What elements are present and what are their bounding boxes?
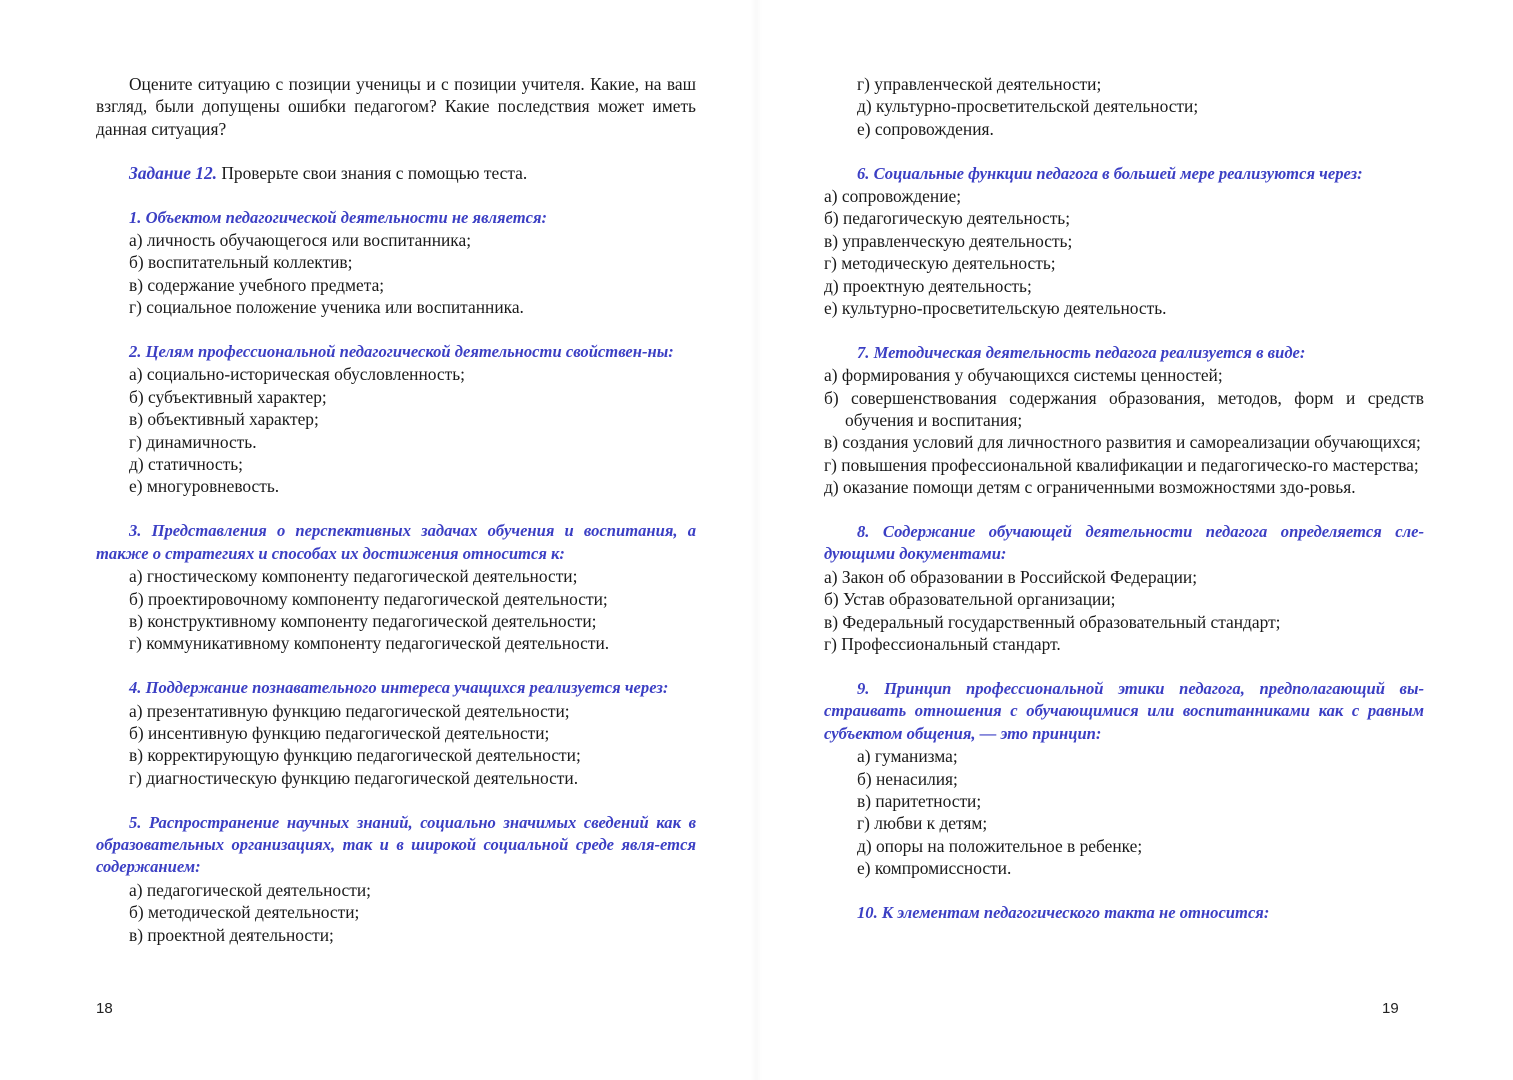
option: а) Закон об образовании в Российской Федерации; (824, 566, 1198, 587)
options-list (96, 700, 696, 790)
option: в) проектной деятельности; (129, 924, 334, 945)
option: б) совершенствования содержания образования, методов, форм и средств обучения и воспитания; (824, 387, 1424, 431)
question-1 (96, 207, 696, 319)
task-text: Проверьте свои знания с помощью теста. (217, 163, 528, 184)
options-list (824, 745, 1424, 879)
question-title: 2. Целям профессиональной педагогической деятельности свойствен-ны: (129, 342, 674, 362)
question-9 (824, 678, 1424, 880)
option: д) проектную деятельность; (824, 275, 1032, 296)
question-title: 7. Методическая деятельность педагога реализуется в виде: (857, 342, 1306, 362)
option: а) гуманизма; (857, 746, 958, 767)
question-8 (824, 521, 1424, 655)
question-title: 9. Принцип профессиональной этики педагога, предполагающий вы-страивать отношения с обучающимися или воспитанниками как с равным субъектом общения, — это принцип: (824, 678, 1424, 743)
option: в) корректирующую функцию педагогической деятельности; (129, 745, 581, 766)
option: г) методическую деятельность; (824, 253, 1056, 274)
option: в) паритетности; (857, 790, 982, 811)
option: б) субъективный характер; (129, 386, 327, 407)
question-title: 1. Объектом педагогической деятельности не является: (129, 207, 548, 227)
option: г) коммуникативному компоненту педагогической деятельности. (129, 633, 610, 654)
option: г) Профессиональный стандарт. (824, 634, 1061, 655)
question-3 (96, 520, 696, 654)
left-page (0, 0, 756, 1080)
question-title: 6. Социальные функции педагога в большей мере реализуются через: (857, 163, 1363, 183)
task-label: Задание 12. (129, 163, 217, 184)
option: а) социально-историческая обусловленность; (129, 364, 465, 385)
option: б) инсентивную функцию педагогической деятельности; (129, 722, 550, 743)
option: д) опоры на положительное в ребенке; (857, 835, 1143, 856)
option: в) создания условий для личностного развития и самореализации обучающихся; (824, 432, 1421, 453)
question-title: 8. Содержание обучающей деятельности педагога определяется сле-дующими документами: (824, 522, 1424, 564)
option: в) Федеральный государственный образовательный стандарт; (824, 611, 1281, 632)
question-title: 10. К элементам педагогического такта не относится: (857, 902, 1270, 922)
option: б) Устав образовательной организации; (824, 589, 1116, 610)
option: б) ненасилия; (857, 768, 958, 789)
option: е) культурно-просветительскую деятельность. (824, 298, 1167, 319)
question-5 (96, 812, 696, 946)
question-7 (824, 342, 1424, 499)
option: в) конструктивному компоненту педагогической деятельности; (129, 610, 597, 631)
option: в) объективный характер; (129, 409, 319, 430)
option: а) гностическому компоненту педагогической деятельности; (129, 566, 578, 587)
option: г) динамичность. (129, 431, 257, 452)
option: е) многуровневость. (129, 476, 280, 497)
options-list (824, 566, 1424, 656)
option: г) управленческой деятельности; (857, 74, 1102, 94)
option: д) культурно-просветительской деятельности; (857, 96, 1199, 117)
intro-paragraph: Оцените ситуацию с позиции ученицы и с позиции учителя. Какие, на ваш взгляд, были допущены ошибки педагогом? Какие последствия может иметь данная ситуация? (96, 74, 696, 139)
left-page-text (96, 73, 696, 946)
option: в) управленческую деятельность; (824, 230, 1073, 251)
option: е) сопровождения. (857, 118, 994, 139)
option: г) любви к детям; (857, 813, 988, 834)
option: а) презентативную функцию педагогической деятельности; (129, 700, 570, 721)
right-page (756, 0, 1513, 1080)
options-list (96, 229, 696, 319)
page-number: 19 (1382, 1000, 1399, 1017)
option: б) педагогическую деятельность; (824, 208, 1071, 229)
option: б) методической деятельности; (129, 902, 360, 923)
continued-options-list (824, 73, 1424, 140)
option: б) проектировочному компоненту педагогической деятельности; (129, 588, 608, 609)
option: в) содержание учебного предмета; (129, 274, 385, 295)
question-title: 4. Поддержание познавательного интереса учащихся реализуется через: (129, 678, 669, 698)
right-page-text (824, 73, 1424, 924)
question-6 (824, 163, 1424, 320)
option: г) повышения профессиональной квалификации и педагогическо-го мастерства; (824, 454, 1419, 475)
question-10 (824, 902, 1424, 924)
option: д) оказание помощи детям с ограниченными возможностями здо-ровья. (824, 477, 1356, 498)
question-title: 5. Распространение научных знаний, социально значимых сведений как в образовательных организациях, так и в широкой социальной среде явля-ется содержанием: (96, 812, 696, 877)
options-list (824, 185, 1424, 319)
option: а) сопровождение; (824, 186, 962, 207)
options-list (96, 879, 696, 946)
question-4 (96, 677, 696, 789)
task-12 (96, 162, 696, 184)
option: а) личность обучающегося или воспитанника; (129, 230, 472, 251)
options-list (824, 364, 1424, 498)
question-title: 3. Представления о перспективных задачах обучения и воспитания, а также о стратегиях и способах их достижения относится к: (96, 521, 696, 563)
option: д) статичность; (129, 454, 243, 475)
option: а) формирования у обучающихся системы ценностей; (824, 365, 1223, 386)
option: г) социальное положение ученика или воспитанника. (129, 297, 524, 318)
options-list (96, 565, 696, 655)
option: а) педагогической деятельности; (129, 879, 371, 900)
option: г) диагностическую функцию педагогической деятельности. (129, 767, 579, 788)
options-list (96, 363, 696, 497)
question-2 (96, 341, 696, 498)
page-number: 18 (96, 1000, 113, 1017)
option: б) воспитательный коллектив; (129, 252, 353, 273)
option: е) компромиссности. (857, 858, 1012, 879)
